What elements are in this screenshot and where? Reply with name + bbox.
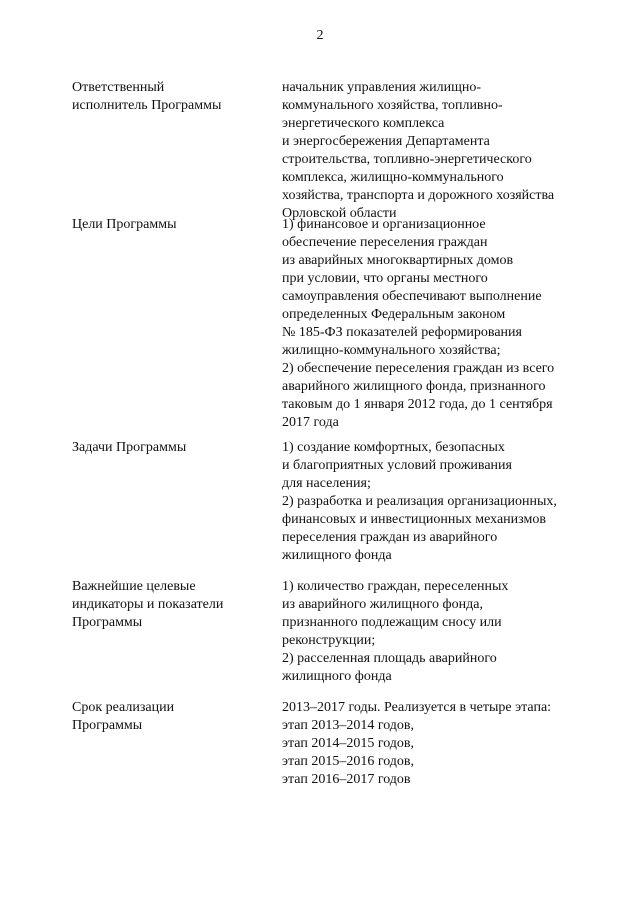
- value-line: этап 2015–2016 годов,: [282, 754, 415, 769]
- value-line: переселения граждан из аварийного: [282, 530, 498, 545]
- label-line: Задачи Программы: [72, 440, 187, 455]
- value-line: этап 2016–2017 годов: [282, 772, 411, 787]
- label-line: Программы: [72, 718, 143, 733]
- value-line: этап 2013–2014 годов,: [282, 718, 415, 733]
- section-label: [72, 439, 262, 457]
- value-line: жилищного фонда: [282, 669, 392, 684]
- section-label: [72, 699, 262, 735]
- value-line: и благоприятных условий проживания: [282, 458, 512, 473]
- value-line: 2) расселенная площадь аварийного: [282, 651, 497, 666]
- value-line: этап 2014–2015 годов,: [282, 736, 415, 751]
- value-line: жилищно-коммунального хозяйства;: [282, 343, 501, 358]
- value-line: энергетического комплекса: [282, 116, 445, 131]
- label-line: Ответственный: [72, 80, 165, 95]
- value-line: строительства, топливно-энергетического: [282, 152, 532, 167]
- section-label: [72, 216, 262, 234]
- section-value: [282, 699, 602, 789]
- value-line: 1) финансовое и организационное: [282, 217, 486, 232]
- value-line: комплекса, жилищно-коммунального: [282, 170, 504, 185]
- value-line: 2017 года: [282, 415, 339, 430]
- value-line: начальник управления жилищно-: [282, 80, 482, 95]
- value-line: Орловской области: [282, 206, 397, 221]
- value-line: таковым до 1 января 2012 года, до 1 сентября: [282, 397, 553, 412]
- section-label: [72, 79, 262, 115]
- label-line: индикаторы и показатели: [72, 597, 224, 612]
- label-line: Цели Программы: [72, 217, 177, 232]
- value-line: при условии, что органы местного: [282, 271, 488, 286]
- value-line: обеспечение переселения граждан: [282, 235, 488, 250]
- value-line: 2) разработка и реализация организационных,: [282, 494, 557, 509]
- value-line: 1) количество граждан, переселенных: [282, 579, 509, 594]
- value-line: самоуправления обеспечивают выполнение: [282, 289, 542, 304]
- section-value: [282, 79, 602, 223]
- value-line: из аварийных многоквартирных домов: [282, 253, 514, 268]
- value-line: № 185-ФЗ показателей реформирования: [282, 325, 522, 340]
- value-line: и энергосбережения Департамента: [282, 134, 490, 149]
- value-line: признанного подлежащим сносу или: [282, 615, 502, 630]
- value-line: коммунального хозяйства, топливно-: [282, 98, 503, 113]
- value-line: аварийного жилищного фонда, признанного: [282, 379, 546, 394]
- value-line: для населения;: [282, 476, 371, 491]
- value-line: 2) обеспечение переселения граждан из всего: [282, 361, 555, 376]
- value-line: жилищного фонда: [282, 548, 392, 563]
- section-value: [282, 439, 602, 565]
- label-line: Срок реализации: [72, 700, 175, 715]
- value-line: реконструкции;: [282, 633, 376, 648]
- value-line: 2013–2017 годы. Реализуется в четыре этапа:: [282, 700, 552, 715]
- value-line: хозяйства, транспорта и дорожного хозяйства: [282, 188, 555, 203]
- label-line: Важнейшие целевые: [72, 579, 196, 594]
- label-line: Программы: [72, 615, 143, 630]
- value-line: финансовых и инвестиционных механизмов: [282, 512, 546, 527]
- page-number: 2: [316, 28, 324, 43]
- label-line: исполнитель Программы: [72, 98, 222, 113]
- section-value: [282, 216, 602, 432]
- value-line: из аварийного жилищного фонда,: [282, 597, 483, 612]
- section-label: [72, 578, 262, 632]
- value-line: 1) создание комфортных, безопасных: [282, 440, 505, 455]
- value-line: определенных Федеральным законом: [282, 307, 506, 322]
- section-value: [282, 578, 602, 686]
